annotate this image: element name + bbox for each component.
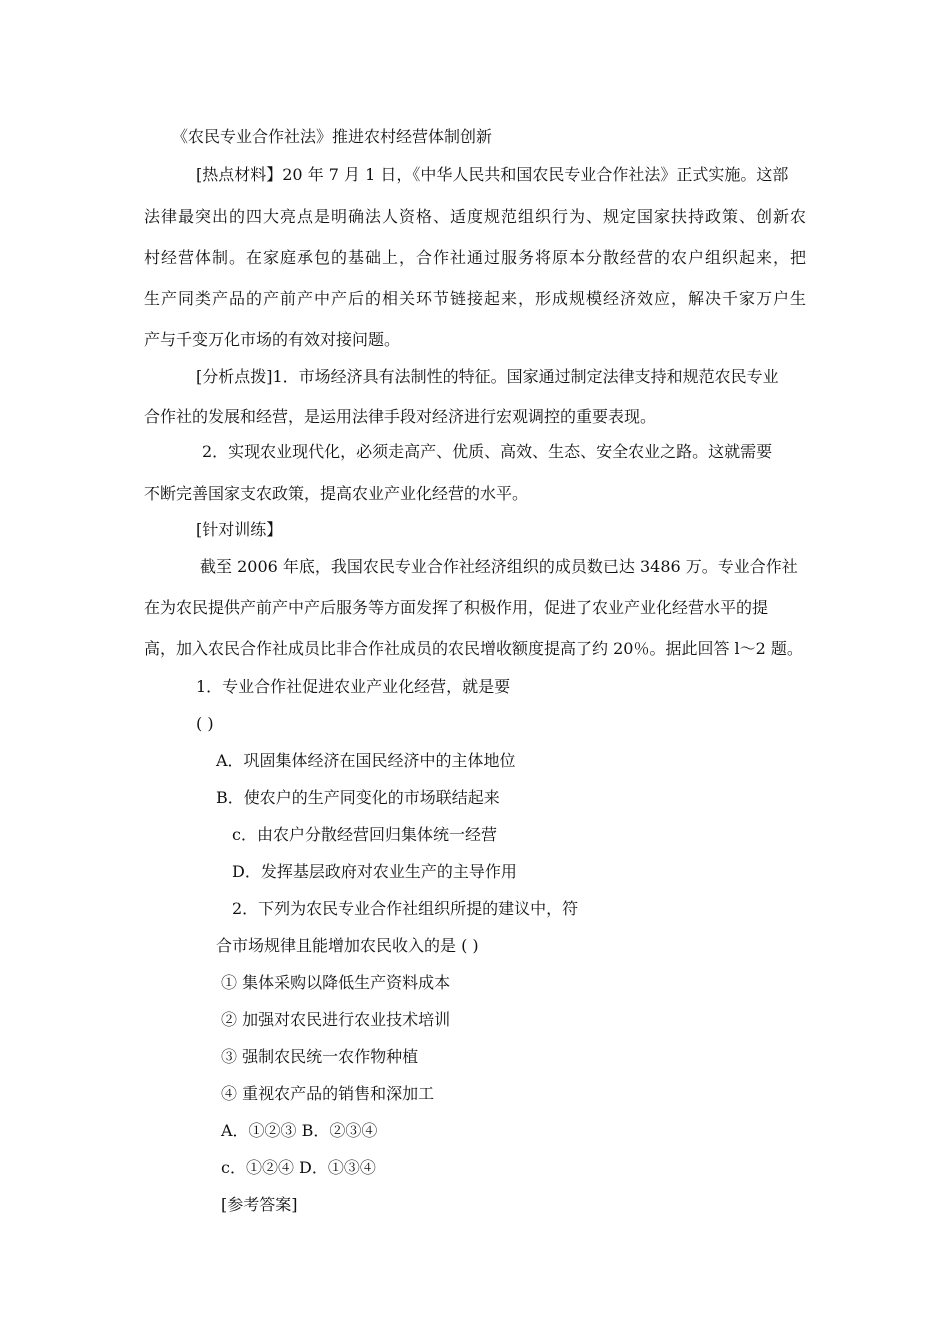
analysis-line-3: 2．实现农业现代化，必须走高产、优质、高效、生态、安全农业之路。这就需要: [202, 442, 773, 461]
training-heading: [针对训练】: [196, 520, 283, 539]
analysis-line-1: [分析点拨]1．市场经济具有法制性的特征。国家通过制定法律支持和规范农民专业: [196, 367, 779, 386]
question-1-option-a: A．巩固集体经济在国民经济中的主体地位: [216, 751, 516, 770]
article-title: 《农民专业合作社法》推进农村经营体制创新: [172, 127, 493, 146]
hot-material-line-4: 生产同类产品的产前产中产后的相关环节链接起来，形成规模经济效应，解决千家万户生: [144, 289, 806, 308]
question-2-choices-ab: A．①②③ B．②③④: [221, 1121, 378, 1140]
hot-material-line-1: [热点材料】20 年 7 月 1 日，《中华人民共和国农民专业合作社法》正式实施。这部: [196, 165, 789, 184]
question-1-stem: 1．专业合作社促进农业产业化经营，就是要: [196, 677, 511, 696]
question-2-item-4: ④ 重视农产品的销售和深加工: [221, 1084, 435, 1103]
question-2-item-2: ② 加强对农民进行农业技术培训: [221, 1010, 451, 1029]
question-1-option-c: c．由农户分散经营回归集体统一经营: [232, 825, 497, 844]
question-2-stem-line-1: 2．下列为农民专业合作社组织所提的建议中，符: [232, 899, 579, 918]
question-2-stem-line-2: 合市场规律且能增加农民收入的是 ( ): [216, 936, 479, 955]
question-2-choices-cd: c．①②④ D．①③④: [221, 1158, 376, 1177]
question-1-option-b: B．使农户的生产同变化的市场联结起来: [216, 788, 500, 807]
question-1-answer-bracket: ( ): [196, 714, 214, 733]
hot-material-line-3: 村经营体制。在家庭承包的基础上，合作社通过服务将原本分散经营的农户组织起来，把: [144, 248, 806, 267]
training-intro-line-1: 截至 2006 年底，我国农民专业合作社经济组织的成员数已达 3486 万。专业合作社: [200, 557, 798, 576]
question-1-option-d: D．发挥基层政府对农业生产的主导作用: [232, 862, 517, 881]
training-intro-line-2: 在为农民提供产前产中产后服务等方面发挥了积极作用，促进了农业产业化经营水平的提: [144, 598, 769, 617]
hot-material-line-5: 产与千变万化市场的有效对接问题。: [144, 330, 401, 349]
analysis-line-2: 合作社的发展和经营，是运用法律手段对经济进行宏观调控的重要表现。: [144, 407, 657, 426]
analysis-line-4: 不断完善国家支农政策，提高农业产业化经营的水平。: [144, 484, 529, 503]
hot-material-line-2: 法律最突出的四大亮点是明确法人资格、适度规范组织行为、规定国家扶持政策、创新农: [144, 207, 806, 226]
question-2-item-3: ③ 强制农民统一农作物种植: [221, 1047, 419, 1066]
training-intro-line-3: 高，加入农民合作社成员比非合作社成员的农民增收额度提高了约 20％。据此回答 l～2 题。: [144, 639, 803, 658]
question-2-item-1: ① 集体采购以降低生产资料成本: [221, 973, 451, 992]
answer-heading: [参考答案]: [221, 1195, 298, 1214]
